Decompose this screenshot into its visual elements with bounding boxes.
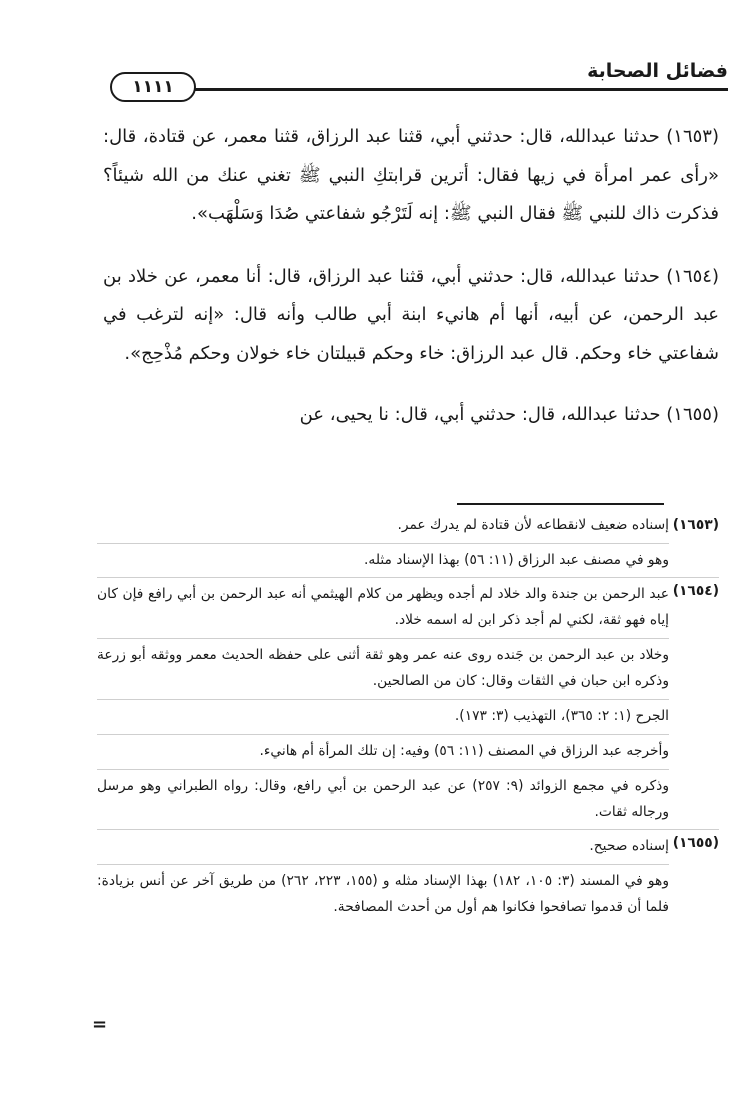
footnote: [97, 512, 719, 573]
footnote-number: (١٦٥٤): [672, 583, 719, 599]
page-number: ١١١١: [110, 72, 196, 102]
footnote: [97, 829, 719, 920]
footnote-separator: [457, 503, 664, 505]
main-text: [103, 118, 719, 435]
hadith-number: (١٦٥٤): [666, 265, 719, 287]
footnote-paragraph: إسناده ضعيف لانقطاعه لأن قتادة لم يدرك عمر.: [397, 517, 669, 533]
footnote-paragraph: وأخرجه عبد الرزاق في المصنف (١١: ٥٦) وفيه: إن تلك المرأة أم هانيء.: [97, 734, 669, 764]
hadith-paragraph: [103, 258, 719, 374]
hadith-paragraph: [103, 396, 719, 435]
continuation-mark: =: [92, 1014, 108, 1035]
hadith-number: (١٦٥٣): [666, 126, 719, 147]
hadith-number: (١٦٥٥): [666, 404, 719, 425]
footnote-paragraph: عبد الرحمن بن جندة والد خلاد لم أجده ويظهر من كلام الهيثمي أنه عبد الرحمن بن أبي رافع فإن كان إياه فهو ثقة، لكني لم أجد ذكر ابن له اسمه خلاد.: [97, 586, 669, 628]
footnote-number: (١٦٥٥): [672, 835, 719, 851]
hadith-paragraph: [103, 118, 719, 234]
running-header: [92, 56, 728, 106]
hadith-text: حدثنا عبدالله، قال: حدثني أبي، قال: نا يحيى، عن: [299, 404, 661, 425]
footnote-paragraph: وهو في المسند (٣: ١٠٥، ١٨٢) بهذا الإسناد مثله و (١٥٥، ٢٢٣، ٢٦٢) من طريق آخر عن أنس بزيادة: فلما أن قدموا تصافحوا فكانوا هم أول من أحدث المصافحة.: [97, 864, 669, 920]
book-title: فضائل الصحابة: [587, 60, 728, 82]
footnote-paragraph: وذكره في مجمع الزوائد (٩: ٢٥٧) عن عبد الرحمن بن أبي رافع، وقال: رواه الطبراني وهو مرسل ورجاله ثقات.: [97, 769, 669, 825]
header-rule: [152, 88, 728, 91]
footnote-paragraph: إسناده صحيح.: [589, 838, 669, 854]
footnote-paragraph: وخلاد بن عبد الرحمن بن جَنده روى عنه عمر وهو ثقة أثنى على حفظه الحديث معمر ووثقه أبو زرعة وذكره ابن حبان في الثقات وقال: كان من الصالحين.: [97, 638, 669, 694]
footnote-paragraph: وهو في مصنف عبد الرزاق (١١: ٥٦) بهذا الإسناد مثله.: [97, 543, 669, 573]
footnote-number: (١٦٥٣): [672, 517, 719, 533]
hadith-text: حدثنا عبدالله، قال: حدثني أبي، قثنا عبد الرزاق، قال: أنا معمر، عن خلاد بن عبد الرحمن، عن أبيه، أنها أم هانيء ابنة أبي طالب وأنه قال: «إنه لترغب في شفاعتي خاء وحكم. قال عبد الرزاق: خاء وحكم قبيلتان خاء خولان وحكم مُذْحِج».: [103, 265, 719, 364]
footnotes: [97, 512, 719, 920]
hadith-text: حدثنا عبدالله، قال: حدثني أبي، قثنا عبد الرزاق، قثنا معمر، عن قتادة، قال: «رأى عمر امرأة في زيها فقال: أترين قرابتكِ النبي ﷺ تغني عنك من الله شيئاً؟ فذكرت ذاك للنبي ﷺ فقال النبي ﷺ: إنه لَتَرْجُو شفاعتي صُدَا وَسَلْهَب».: [103, 126, 719, 224]
footnote: [97, 577, 719, 825]
footnote-paragraph: الجرح (١: ٢: ٣٦٥)، التهذيب (٣: ١٧٣).: [97, 699, 669, 729]
